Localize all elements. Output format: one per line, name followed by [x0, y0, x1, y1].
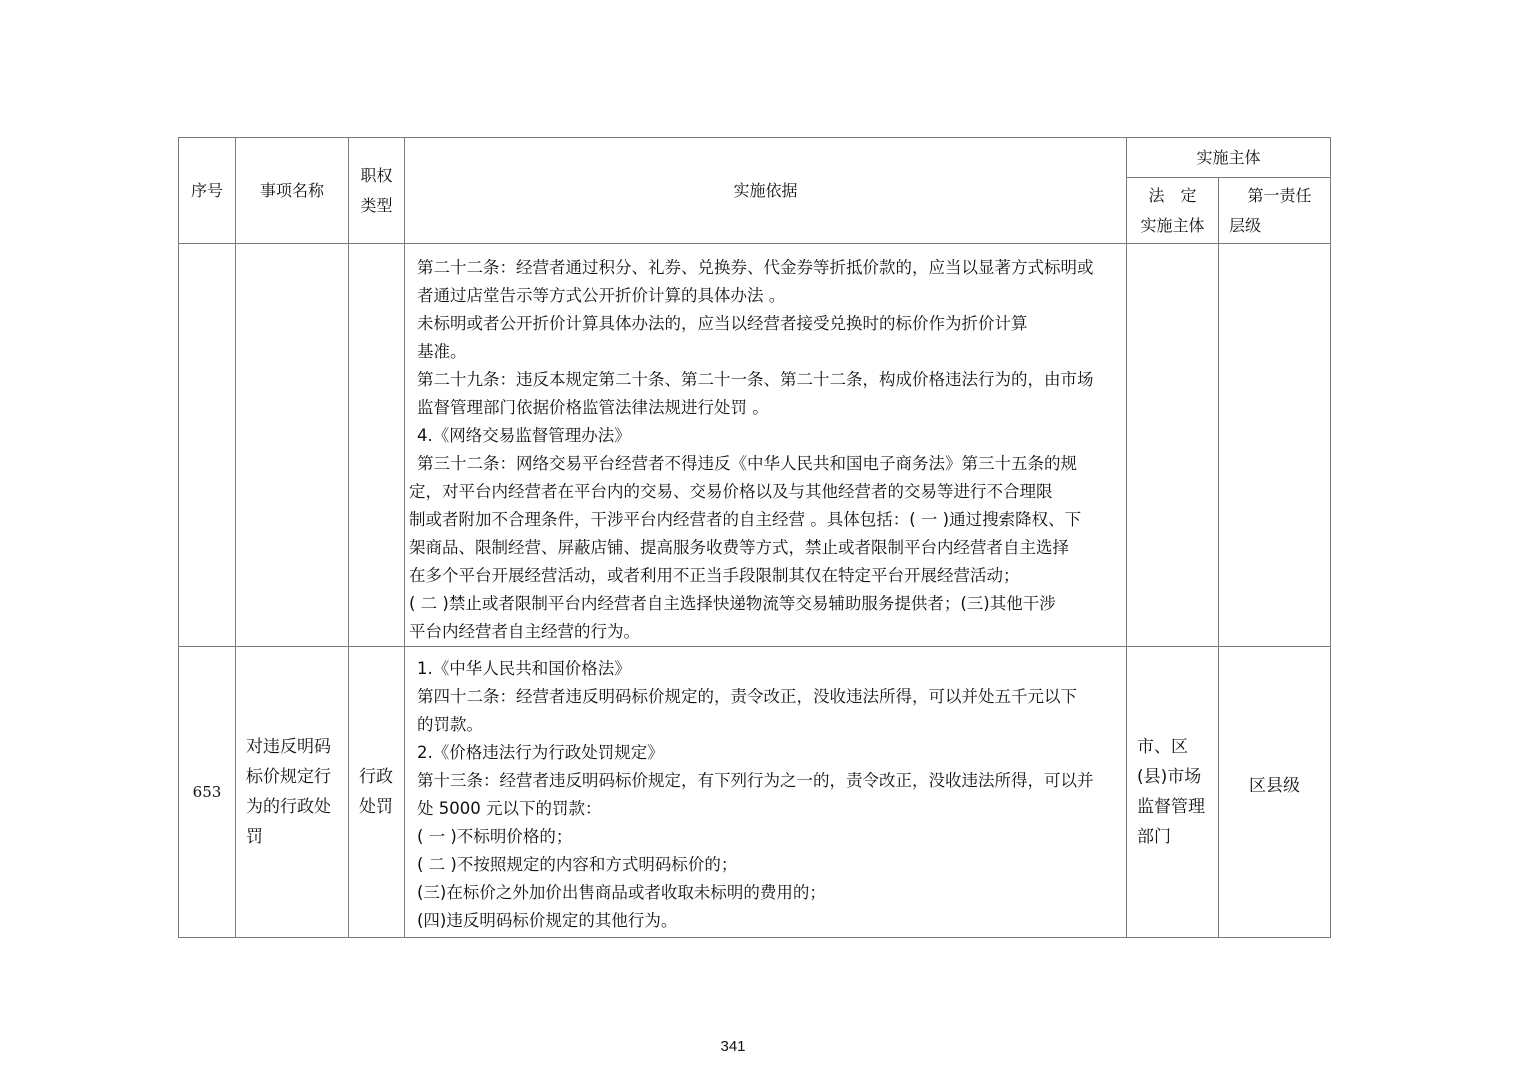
basis-line: 未标明或者公开折价计算具体办法的，应当以经营者接受兑换时的标价作为折价计算 — [417, 314, 1028, 333]
basis-line: 制或者附加不合理条件，干涉平台内经营者的自主经营 。具体包括：( 一 )通过搜索降权、下 — [409, 510, 1082, 529]
basis-line: 4.《网络交易监督管理办法》 — [417, 426, 631, 445]
row-type: 行政处罚 — [349, 647, 405, 938]
row-no: 653 — [179, 647, 236, 938]
table-row — [179, 647, 1331, 938]
basis-line: 平台内经营者自主经营的行为。 — [409, 622, 640, 641]
row-level — [1219, 244, 1331, 647]
basis-line: 者通过店堂告示等方式公开折价计算的具体办法 。 — [417, 286, 786, 305]
basis-line: 在多个平台开展经营活动，或者利用不正当手段限制其仅在特定平台开展经营活动； — [409, 566, 1020, 585]
header-legal-line2: 实施主体 — [1140, 215, 1205, 235]
row-level: 区县级 — [1219, 647, 1331, 938]
header-type — [349, 138, 405, 244]
header-no: 序号 — [179, 138, 236, 244]
basis-line: ( 一 )不标明价格的； — [417, 827, 573, 846]
row-basis — [405, 647, 1127, 938]
page-number: 341 — [720, 1038, 746, 1055]
basis-line: 架商品、限制经营、屏蔽店铺、提高服务收费等方式，禁止或者限制平台内经营者自主选择 — [409, 538, 1069, 557]
basis-line: 1.《中华人民共和国价格法》 — [417, 659, 631, 678]
header-legal-line1: 法 定 — [1148, 185, 1197, 205]
row-legal-subject: 市、区(县)市场监督管理部门 — [1127, 647, 1219, 938]
basis-line: 定，对平台内经营者在平台内的交易、交易价格以及与其他经营者的交易等进行不合理限 — [409, 482, 1053, 501]
header-level — [1219, 178, 1331, 244]
header-legal-subject — [1127, 178, 1219, 244]
basis-line: 监督管理部门依据价格监管法律法规进行处罚 。 — [417, 398, 769, 417]
basis-line: ( 二 )不按照规定的内容和方式明码标价的； — [417, 855, 738, 874]
basis-line: 第二十二条：经营者通过积分、礼券、兑换券、代金券等折抵价款的，应当以显著方式标明或 — [417, 258, 1094, 277]
header-subject: 实施主体 — [1127, 138, 1331, 178]
basis-line: 处 5000 元以下的罚款： — [417, 799, 602, 818]
header-name: 事项名称 — [236, 138, 349, 244]
row-name — [236, 244, 349, 647]
basis-line: 基准。 — [417, 342, 467, 361]
basis-line: 第四十二条：经营者违反明码标价规定的，责令改正，没收违法所得，可以并处五千元以下 — [417, 687, 1077, 706]
basis-line: 第三十二条：网络交易平台经营者不得违反《中华人民共和国电子商务法》第三十五条的规 — [417, 454, 1077, 473]
basis-line: 2.《价格违法行为行政处罚规定》 — [417, 743, 664, 762]
table-row — [179, 244, 1331, 647]
header-level-line2: 层级 — [1229, 215, 1262, 235]
basis-line: 的罚款。 — [417, 715, 483, 734]
header-type-line1: 职权 — [360, 165, 393, 185]
basis-line: (三)在标价之外加价出售商品或者收取未标明的费用的； — [417, 883, 826, 902]
basis-line: 第十三条：经营者违反明码标价规定，有下列行为之一的，责令改正，没收违法所得，可以并 — [417, 771, 1094, 790]
header-type-line2: 类型 — [360, 195, 393, 215]
row-no — [179, 244, 236, 647]
basis-line: (四)违反明码标价规定的其他行为。 — [417, 911, 678, 930]
row-legal-subject — [1127, 244, 1219, 647]
basis-line: 第二十九条：违反本规定第二十条、第二十一条、第二十二条，构成价格违法行为的，由市场 — [417, 370, 1094, 389]
authority-table — [178, 137, 1331, 938]
row-basis — [405, 244, 1127, 647]
basis-line: ( 二 )禁止或者限制平台内经营者自主选择快递物流等交易辅助服务提供者；(三)其他干涉 — [409, 594, 1056, 613]
row-name: 对违反明码标价规定行为的行政处罚 — [236, 647, 349, 938]
header-level-line1: 第一责任 — [1247, 185, 1312, 205]
row-type — [349, 244, 405, 647]
header-basis: 实施依据 — [405, 138, 1127, 244]
